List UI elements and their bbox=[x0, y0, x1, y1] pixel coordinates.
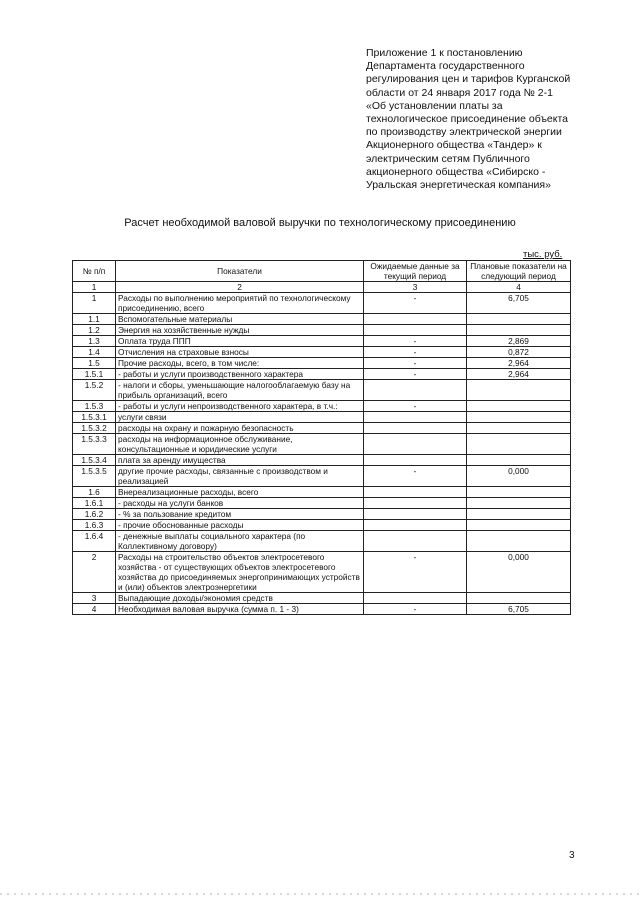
table-row bbox=[73, 531, 571, 552]
row-expected-value bbox=[364, 531, 467, 552]
row-number: 4 bbox=[73, 604, 116, 615]
table-row bbox=[73, 325, 571, 336]
row-planned-value bbox=[467, 509, 571, 520]
table-row bbox=[73, 487, 571, 498]
row-planned-value bbox=[467, 401, 571, 412]
row-indicator: Вспомогательные материалы bbox=[116, 314, 364, 325]
row-expected-value bbox=[364, 325, 467, 336]
row-planned-value: 0,000 bbox=[467, 466, 571, 487]
table-row bbox=[73, 498, 571, 509]
header-planned: Плановые показатели на следующий период bbox=[467, 261, 571, 282]
row-expected-value bbox=[364, 498, 467, 509]
table-row bbox=[73, 347, 571, 358]
column-index: 1 bbox=[73, 282, 116, 293]
row-planned-value bbox=[467, 423, 571, 434]
row-number: 1.6.1 bbox=[73, 498, 116, 509]
row-indicator: плата за аренду имущества bbox=[116, 455, 364, 466]
row-indicator: - налоги и сборы, уменьшающие налогооблагаемую базу на прибыль организаций, всего bbox=[116, 380, 364, 401]
row-number: 1.6 bbox=[73, 487, 116, 498]
scan-edge-artifact bbox=[0, 893, 640, 895]
row-indicator: другие прочие расходы, связанные с производством и реализацией bbox=[116, 466, 364, 487]
row-number: 1.6.3 bbox=[73, 520, 116, 531]
column-index: 4 bbox=[467, 282, 571, 293]
row-planned-value bbox=[467, 455, 571, 466]
row-number: 1 bbox=[73, 293, 116, 314]
row-planned-value bbox=[467, 520, 571, 531]
row-indicator: - прочие обоснованные расходы bbox=[116, 520, 364, 531]
row-indicator: - расходы на услуги банков bbox=[116, 498, 364, 509]
table-row bbox=[73, 466, 571, 487]
row-expected-value: - bbox=[364, 604, 467, 615]
row-number: 1.5.3.3 bbox=[73, 434, 116, 455]
table-row bbox=[73, 380, 571, 401]
table-row bbox=[73, 604, 571, 615]
row-indicator: - денежные выплаты социального характера (по Коллективному договору) bbox=[116, 531, 364, 552]
row-indicator: расходы на информационное обслуживание, консультационные и юридические услуги bbox=[116, 434, 364, 455]
row-planned-value bbox=[467, 434, 571, 455]
row-expected-value bbox=[364, 423, 467, 434]
row-number: 3 bbox=[73, 593, 116, 604]
row-number: 1.5.3 bbox=[73, 401, 116, 412]
table-row bbox=[73, 358, 571, 369]
row-number: 1.5.1 bbox=[73, 369, 116, 380]
row-number: 1.5.3.2 bbox=[73, 423, 116, 434]
row-indicator: Прочие расходы, всего, в том числе: bbox=[116, 358, 364, 369]
column-index-row bbox=[73, 282, 571, 293]
row-expected-value bbox=[364, 380, 467, 401]
row-indicator: Расходы по выполнению мероприятий по технологическому присоединению, всего bbox=[116, 293, 364, 314]
row-planned-value: 0,000 bbox=[467, 552, 571, 593]
table-row bbox=[73, 369, 571, 380]
row-planned-value bbox=[467, 412, 571, 423]
row-expected-value: - bbox=[364, 552, 467, 593]
header-expected: Ожидаемые данные за текущий период bbox=[364, 261, 467, 282]
row-indicator: - работы и услуги производственного характера bbox=[116, 369, 364, 380]
row-number: 1.5.2 bbox=[73, 380, 116, 401]
row-indicator: расходы на охрану и пожарную безопасность bbox=[116, 423, 364, 434]
table-row bbox=[73, 293, 571, 314]
column-index: 3 bbox=[364, 282, 467, 293]
table-row bbox=[73, 455, 571, 466]
row-indicator: Внереализационные расходы, всего bbox=[116, 487, 364, 498]
row-expected-value bbox=[364, 509, 467, 520]
table-row bbox=[73, 423, 571, 434]
row-indicator: Энергия на хозяйственные нужды bbox=[116, 325, 364, 336]
row-planned-value bbox=[467, 487, 571, 498]
row-expected-value: - bbox=[364, 369, 467, 380]
row-number: 2 bbox=[73, 552, 116, 593]
row-indicator: Необходимая валовая выручка (сумма п. 1 - 3) bbox=[116, 604, 364, 615]
table-row bbox=[73, 412, 571, 423]
row-expected-value: - bbox=[364, 347, 467, 358]
row-number: 1.5.3.5 bbox=[73, 466, 116, 487]
row-planned-value: 6,705 bbox=[467, 293, 571, 314]
row-expected-value bbox=[364, 455, 467, 466]
row-planned-value bbox=[467, 498, 571, 509]
row-planned-value: 2,964 bbox=[467, 358, 571, 369]
row-number: 1.5 bbox=[73, 358, 116, 369]
row-expected-value: - bbox=[364, 358, 467, 369]
row-indicator: Расходы на строительство объектов электросетевого хозяйства - от существующих объектов электросетевого хозяйства до присоединяемых энергопринимающих устройств и (или) объектов электроэнергетики bbox=[116, 552, 364, 593]
appendix-header: Приложение 1 к постановлению Департамента государственного регулирования цен и тарифов Курганской области от 24 января 2017 года № 2-1 «Об установлении платы за технологическое присоединение объекта по производству электрической энергии Акционерного общества «Тандер» к электрическим сетям Публичного акционерного общества «Сибирско - Уральская энергетическая компания» bbox=[366, 47, 571, 192]
table-header-row bbox=[73, 261, 571, 282]
header-name: Показатели bbox=[116, 261, 364, 282]
row-expected-value: - bbox=[364, 466, 467, 487]
row-planned-value bbox=[467, 380, 571, 401]
row-planned-value: 6,705 bbox=[467, 604, 571, 615]
row-indicator: Оплата труда ППП bbox=[116, 336, 364, 347]
row-expected-value bbox=[364, 314, 467, 325]
row-expected-value bbox=[364, 487, 467, 498]
row-indicator: услуги связи bbox=[116, 412, 364, 423]
row-indicator: - работы и услуги непроизводственного характера, в т.ч.: bbox=[116, 401, 364, 412]
row-number: 1.4 bbox=[73, 347, 116, 358]
table-row bbox=[73, 520, 571, 531]
units-label: тыс. руб. bbox=[523, 249, 563, 260]
row-number: 1.3 bbox=[73, 336, 116, 347]
table-row bbox=[73, 336, 571, 347]
column-index: 2 bbox=[116, 282, 364, 293]
row-planned-value: 2,869 bbox=[467, 336, 571, 347]
row-planned-value: 0,872 bbox=[467, 347, 571, 358]
table-body bbox=[73, 293, 571, 615]
table-row bbox=[73, 552, 571, 593]
table-row bbox=[73, 434, 571, 455]
revenue-table bbox=[72, 260, 571, 615]
row-number: 1.2 bbox=[73, 325, 116, 336]
row-expected-value bbox=[364, 520, 467, 531]
row-expected-value bbox=[364, 434, 467, 455]
row-expected-value: - bbox=[364, 293, 467, 314]
row-indicator: Выпадающие доходы/экономия средств bbox=[116, 593, 364, 604]
document-title: Расчет необходимой валовой выручки по технологическому присоединению bbox=[124, 217, 516, 229]
row-indicator: Отчисления на страховые взносы bbox=[116, 347, 364, 358]
row-planned-value bbox=[467, 531, 571, 552]
row-planned-value bbox=[467, 593, 571, 604]
row-planned-value: 2,964 bbox=[467, 369, 571, 380]
row-number: 1.6.2 bbox=[73, 509, 116, 520]
row-number: 1.1 bbox=[73, 314, 116, 325]
row-indicator: - % за пользование кредитом bbox=[116, 509, 364, 520]
row-expected-value bbox=[364, 412, 467, 423]
row-number: 1.6.4 bbox=[73, 531, 116, 552]
table-row bbox=[73, 593, 571, 604]
header-num: № п/п bbox=[73, 261, 116, 282]
page-number: 3 bbox=[569, 850, 575, 861]
table-row bbox=[73, 509, 571, 520]
row-number: 1.5.3.1 bbox=[73, 412, 116, 423]
row-planned-value bbox=[467, 314, 571, 325]
row-expected-value: - bbox=[364, 336, 467, 347]
table-row bbox=[73, 401, 571, 412]
row-expected-value: - bbox=[364, 401, 467, 412]
row-number: 1.5.3.4 bbox=[73, 455, 116, 466]
table-row bbox=[73, 314, 571, 325]
row-planned-value bbox=[467, 325, 571, 336]
row-expected-value bbox=[364, 593, 467, 604]
